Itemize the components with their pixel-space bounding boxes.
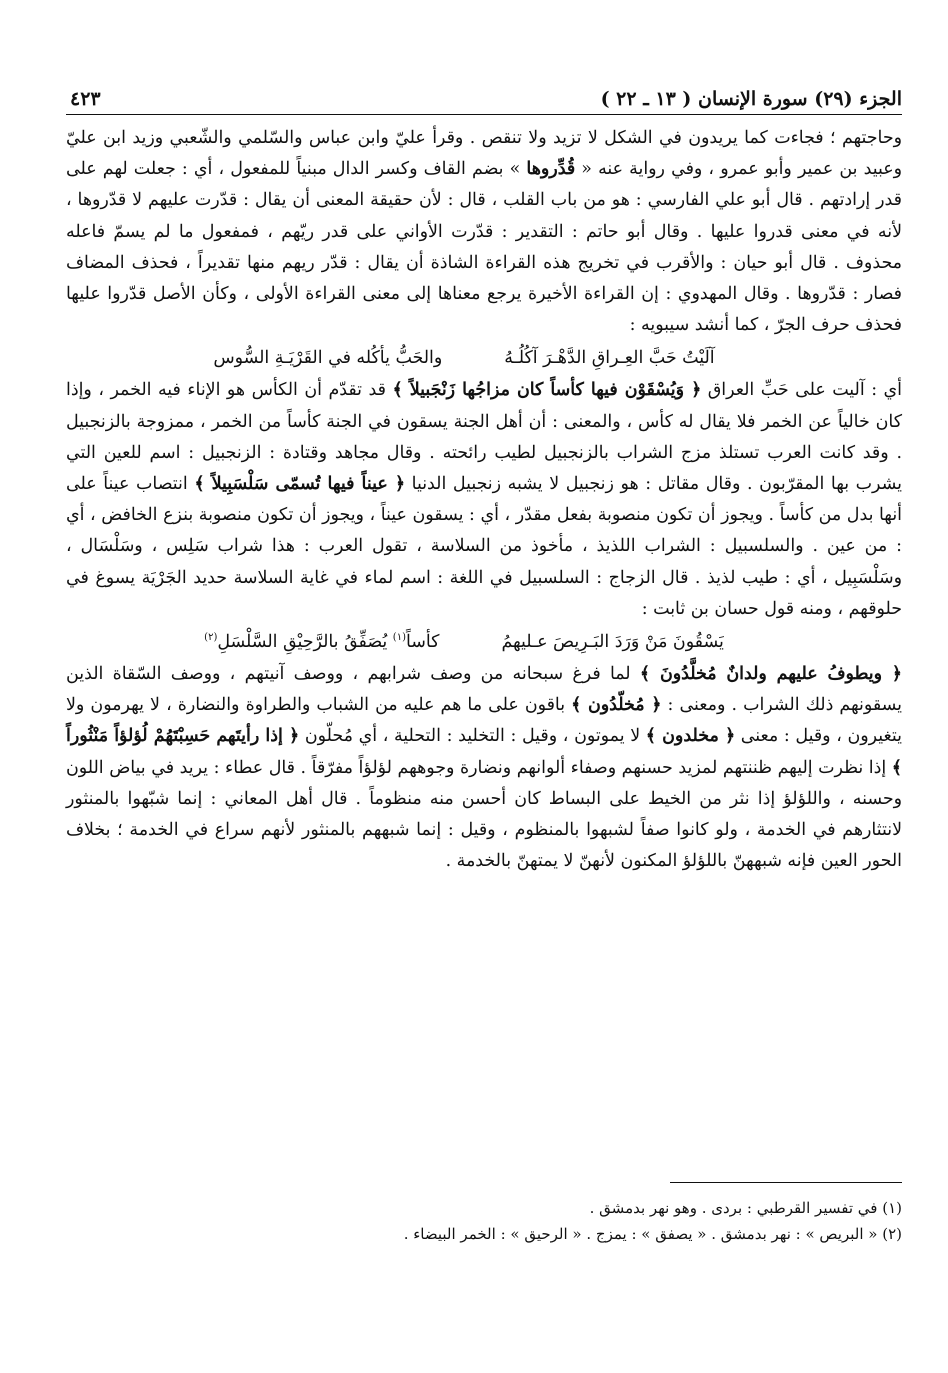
page xyxy=(66,84,902,877)
quran-word: ﴿ مُخلّدُون ﴾ xyxy=(571,695,662,716)
running-title: الجزء (٢٩) سورة الإنسان ( ١٣ ـ ٢٢ ) xyxy=(600,88,902,110)
quran-verse: ﴿ إذا رأيتَهم حَسِبْتَهُمْ لُؤلؤاً مَنْثُوراً ﴾ xyxy=(66,726,902,778)
text-run: أي : آليت على حَبِّ العراق xyxy=(701,380,903,401)
quran-verse: ﴿ وَيُسْقَوْن فيها كأساً كان مزاجُها زَنْجَبيلاً ﴾ xyxy=(392,380,702,401)
footnote-marker: (١) xyxy=(392,632,406,644)
text-run: انتصاب عيناً على أنها بدل من كأساً . ويجوز أن تكون منصوبة بفعل مقدّر ، أي : يسقون عيناً ، ويجوز أن تكون منصوبة بنزع الخافض ، أي : من عين . والسلسبيل : الشراب اللذيذ ، مأخوذ من السلاسة ، تقول العرب : هذا شراب سَلِس ، وسَلْسَال ، وسَلْسَبِيل ، أي : طيب لذيذ . قال الزجاج : السلسبيل في اللغة : اسم لماء في غاية السلاسة حديد الجَرْيَة يسوغ في حلوقهم ، ومنه قول حسان بن ثابت : xyxy=(66,474,902,619)
verse-text: يُصَفِّقُ بالرَّحِيْقِ السَّلْسَلِ xyxy=(217,632,393,653)
text-run: لا يموتون ، وقيل : التخليد : التحلية ، أي مُحلّون xyxy=(299,726,646,747)
poetry-verse xyxy=(66,341,902,375)
text-run: باقون على ما هم عليه من الشباب والطراوة والنضارة ، لا يهرمون ولا يتغيرون ، وقيل : معنى xyxy=(66,695,902,747)
verse-first-hemistich: آلَيْتُ حَبَّ العِـراقِ الدَّهْـرَ آكُلُـهُ xyxy=(504,348,715,369)
page-header xyxy=(66,84,902,115)
text-run: لما فرغ سبحانه من وصف شرابهم ، ووصف آنيتهم ، ووصف السّقاة الذين يسقونهم ذلك الشراب . ومعنى : xyxy=(66,664,902,716)
quran-word: قُدِّروها xyxy=(526,159,576,180)
text-run: وحاجتهم ؛ فجاءت كما يريدون في الشكل لا تزيد ولا تنقص . وقرأ عليّ وابن عباس والسّلمي والشّعبي وزيد ابن عليّ وعبيد بن عمير وأبو عمرو ، وفي رواية عنه « xyxy=(66,128,902,180)
verse-second-hemistich: والحَبُّ يأكُله في القَرْيَـةِ السُّوس xyxy=(213,348,443,369)
text-run: إذا نظرت إليهم ظننتهم لمزيد حسنهم وصفاء ألوانهم ونضارة وجوههم لؤلؤاً مفرّقاً . قال عطاء : يريد في بياض اللون وحسنه ، واللؤلؤ إذا نثر من الخيط على البساط كان أحسن منه منظوماً . قال أهل المعاني : إنما شبّهوا بالمنثور لانتثارهم في الخدمة ، ولو كانوا صفاً لشبهوا بالمنظوم ، وقيل : إنما شبههم بالمنثور لأنهم سراع في الخدمة ؛ بخلاف الحور العين فإنه شبههنّ باللؤلؤ المكنون لأنهنّ لا يمتهنّ بالخدمة . xyxy=(66,757,902,872)
footnote-divider xyxy=(670,1182,902,1183)
footnotes xyxy=(66,1182,902,1247)
verse-first-hemistich: يَسْقُونَ مَنْ وَرَدَ البَـرِيصَ عـليهمُ xyxy=(501,632,724,653)
page-number: ٤٢٣ xyxy=(70,88,101,110)
footnote: (١) في تفسير القرطبي : بردى . وهو نهر بدمشق . xyxy=(589,1199,902,1217)
body-text xyxy=(66,123,902,877)
poetry-verse xyxy=(66,625,902,659)
paragraph xyxy=(66,659,902,877)
footnote: (٢) « البريص » : نهر بدمشق . « يصفق » : يمزج . « الرحيق » : الخمر البيضاء . xyxy=(403,1225,902,1243)
paragraph xyxy=(66,123,902,341)
verse-word: كأساً xyxy=(405,632,440,653)
quran-word: ﴿ مخلدون ﴾ xyxy=(645,726,736,747)
text-run: » بضم القاف وكسر الدال مبنياً للمفعول ، أي : جعلت لهم على قدر إرادتهم . قال أبو علي الفارسي : هو من باب القلب ، قال : لأن حقيقة المعنى أن يقال : قدّرت عليهم لا قدّروها ، لأنه في معنى قدروا عليها . وقال أبو حاتم : التقدير : قدّرت الأواني على قدر ريّهم ، فمفعول ما لم يسمّ فاعله محذوف . قال أبو حيان : والأقرب في تخريج هذه القراءة الشاذة أن يقال : قدّر ريهم منها تقديراً ، فحذف المضاف فصار : قدّروها . وقال المهدوي : إن القراءة الأخيرة يرجع معناها إلى معنى القراءة الأولى ، وكأن الأصل قدّروا عليها فحذف حرف الجرّ ، كما أنشد سيبويه : xyxy=(66,159,902,336)
text-run: قد تقدّم أن الكأس هو الإناء فيه الخمر ، وإذا كان خالياً عن الخمر فلا يقال له كأس ، والمعنى : أن أهل الجنة يسقون في الجنة كأساً من الخمر ، ممزوجة بالزنجبيل . وقد كانت العرب تستلذ مزج الشراب بالزنجبيل لطيب رائحته . وقال مجاهد وقتادة : الزنجبيل : اسم للعين التي يشرب بها المقرّبون . وقال مقاتل : هو زنجبيل لا يشبه زنجبيل الدنيا xyxy=(66,380,902,495)
footnote-marker: (٢) xyxy=(204,632,218,644)
paragraph xyxy=(66,375,902,625)
verse-second-hemistich xyxy=(204,625,439,659)
quran-verse: ﴿ عيناً فيها تُسمّى سَلْسَبِيلاً ﴾ xyxy=(194,474,406,495)
quran-verse: ﴿ ويطوفُ عليهم ولدانٌ مُخلَّدُونَ ﴾ xyxy=(639,664,902,685)
